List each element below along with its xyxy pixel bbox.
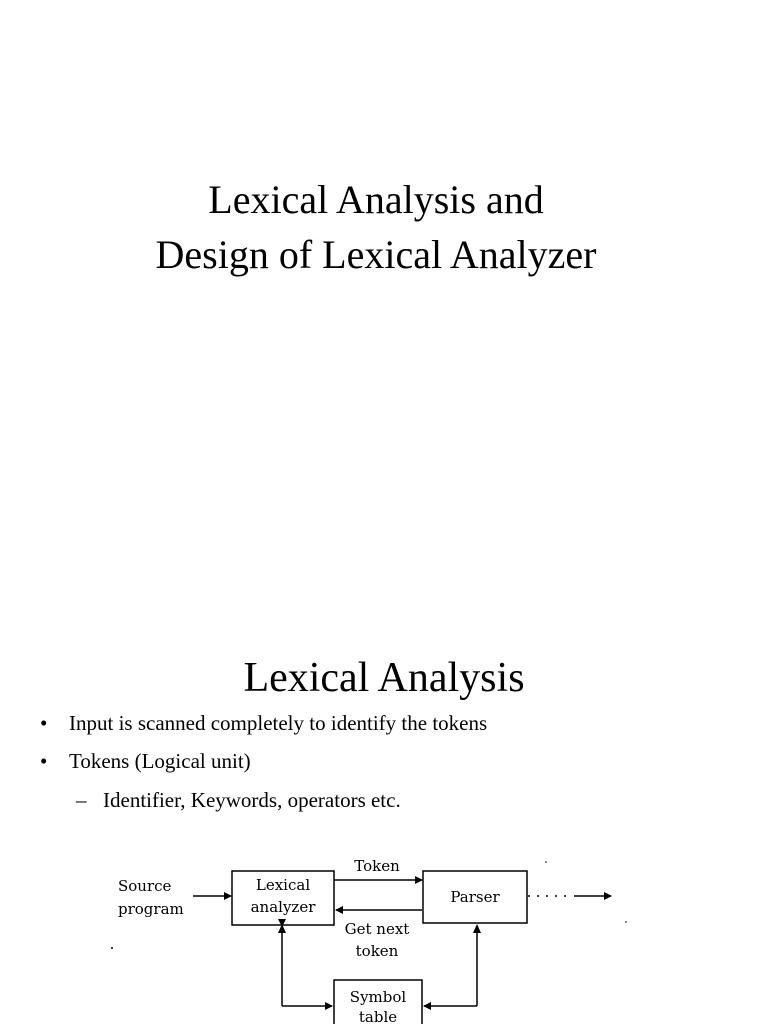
bullet-text: Input is scanned completely to identify the tokens [69, 711, 488, 735]
bullet-item [40, 746, 251, 776]
sub-bullet-marker: – [76, 788, 87, 812]
lexical-analyzer-label-line2: analyzer [250, 898, 316, 916]
bullet-item [40, 708, 487, 738]
get-next-token-label: Get next [344, 920, 410, 938]
parser-up-arrowhead [473, 924, 481, 933]
scan-speck [625, 921, 627, 923]
lexical-analyzer-label: Lexical [255, 876, 311, 894]
get-next-token-label-line2: token [355, 942, 399, 960]
bullet-marker: • [40, 711, 48, 735]
source-program-label: Source [118, 877, 172, 895]
slide1-title-line1: Lexical Analysis and [208, 177, 544, 222]
slide1-title [0, 172, 752, 282]
scan-speck [111, 947, 113, 949]
scan-speck [545, 861, 547, 863]
lexer-diagram [0, 840, 768, 1024]
symbol-table-label-line2: table [358, 1008, 398, 1024]
sub-bullet-item [76, 785, 401, 815]
sub-bullet-text: Identifier, Keywords, operators etc. [103, 788, 401, 812]
bullet-marker: • [40, 749, 48, 773]
token-label: Token [354, 857, 400, 875]
parser-label: Parser [450, 888, 500, 906]
source-program-label-line2: program [118, 900, 184, 918]
slide2-title: Lexical Analysis [243, 655, 525, 701]
slide1-title-line2: Design of Lexical Analyzer [155, 232, 597, 277]
symbol-table-label: Symbol [349, 988, 407, 1006]
bullet-text: Tokens (Logical unit) [69, 749, 251, 773]
